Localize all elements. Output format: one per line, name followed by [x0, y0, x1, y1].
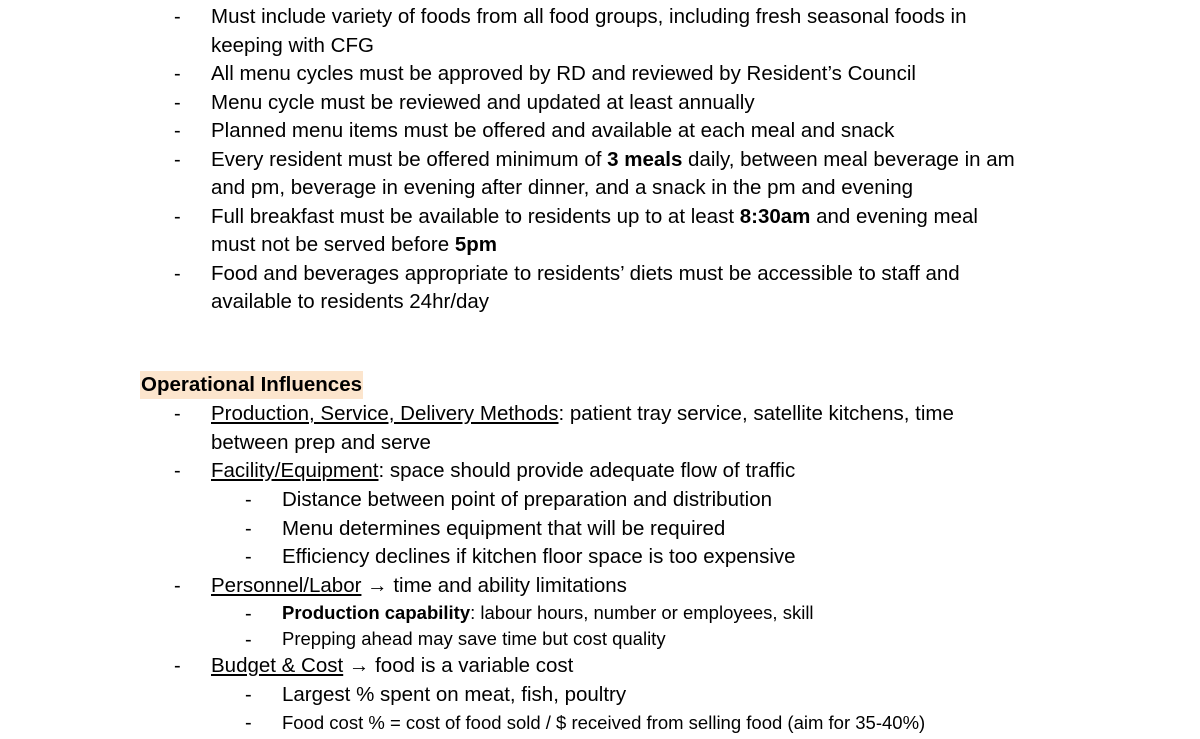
sub-list-item-text: Food cost % = cost of food sold / $ received from selling food (aim for 35-40%): [282, 712, 926, 733]
bullet-dash: -: [174, 262, 181, 285]
list-item-text: keeping with CFG: [211, 33, 374, 57]
section-heading: Operational Influences: [140, 371, 363, 399]
list-item-text: Planned menu items must be offered and available at each meal and snack: [211, 119, 895, 143]
bold-text: 5pm: [454, 233, 498, 257]
list-item-text: must not be served before 5pm: [211, 233, 498, 257]
list-item-text: Facility/Equipment: space should provide adequate flow of traffic: [211, 459, 796, 482]
list-item-text: between prep and serve: [211, 430, 431, 454]
bullet-dash: -: [174, 574, 181, 597]
list-item-text: Budget & Cost → food is a variable cost: [211, 654, 574, 677]
bullet-dash: -: [245, 629, 252, 651]
sub-list-item-text: Distance between point of preparation and distribution: [282, 488, 773, 511]
bullet-dash: -: [174, 6, 181, 28]
bullet-dash: -: [174, 205, 181, 228]
bullet-dash: -: [245, 683, 252, 706]
bullet-dash: -: [174, 148, 181, 171]
bullet-dash: -: [245, 517, 252, 540]
sub-list-item-text: Largest % spent on meat, fish, poultry: [282, 682, 627, 706]
bullet-dash: -: [174, 460, 181, 482]
bullet-dash: -: [174, 120, 181, 143]
sub-list-item-text: Menu determines equipment that will be required: [282, 516, 726, 540]
bullet-dash: -: [245, 603, 252, 625]
list-item-text: Must include variety of foods from all food groups, including fresh seasonal foods in: [211, 5, 967, 28]
list-item-text: Food and beverages appropriate to residents’ diets must be accessible to staff and: [211, 261, 960, 285]
sub-list-item-text: Efficiency declines if kitchen floor space is too expensive: [282, 545, 796, 568]
underlined-term: Production, Service, Delivery Methods: [211, 402, 559, 425]
list-item-text: and pm, beverage in evening after dinner, and a snack in the pm and evening: [211, 176, 914, 200]
bullet-dash: -: [174, 655, 181, 677]
bullet-dash: -: [245, 546, 252, 568]
bold-text: 3 meals: [607, 147, 683, 171]
underlined-term: Personnel/Labor: [211, 573, 362, 597]
list-item-text: Menu cycle must be reviewed and updated at least annually: [211, 90, 755, 114]
bullet-dash: -: [174, 403, 181, 425]
list-item-text: All menu cycles must be approved by RD and reviewed by Resident’s Council: [211, 62, 916, 85]
bold-text: 8:30am: [739, 204, 811, 228]
bullet-dash: -: [245, 712, 252, 734]
list-item-text: available to residents 24hr/day: [211, 290, 490, 314]
bullet-dash: -: [174, 63, 181, 85]
bullet-dash: -: [245, 489, 252, 511]
sub-list-item-text: Prepping ahead may save time but cost quality: [282, 628, 666, 649]
list-item-text: Personnel/Labor → time and ability limitations: [211, 573, 627, 597]
list-item-text: Every resident must be offered minimum of 3 meals daily, between meal beverage in am: [211, 147, 1015, 171]
bold-text: Production capability: [282, 602, 471, 623]
list-item-text: Production, Service, Delivery Methods: patient tray service, satellite kitchens, time: [211, 402, 954, 425]
bullet-dash: -: [174, 91, 181, 114]
underlined-term: Facility/Equipment: [211, 459, 379, 482]
underlined-term: Budget & Cost: [211, 654, 344, 677]
sub-list-item-text: Production capability: labour hours, number or employees, skill: [282, 602, 814, 623]
list-item-text: Full breakfast must be available to residents up to at least 8:30am and evening meal: [211, 204, 978, 228]
